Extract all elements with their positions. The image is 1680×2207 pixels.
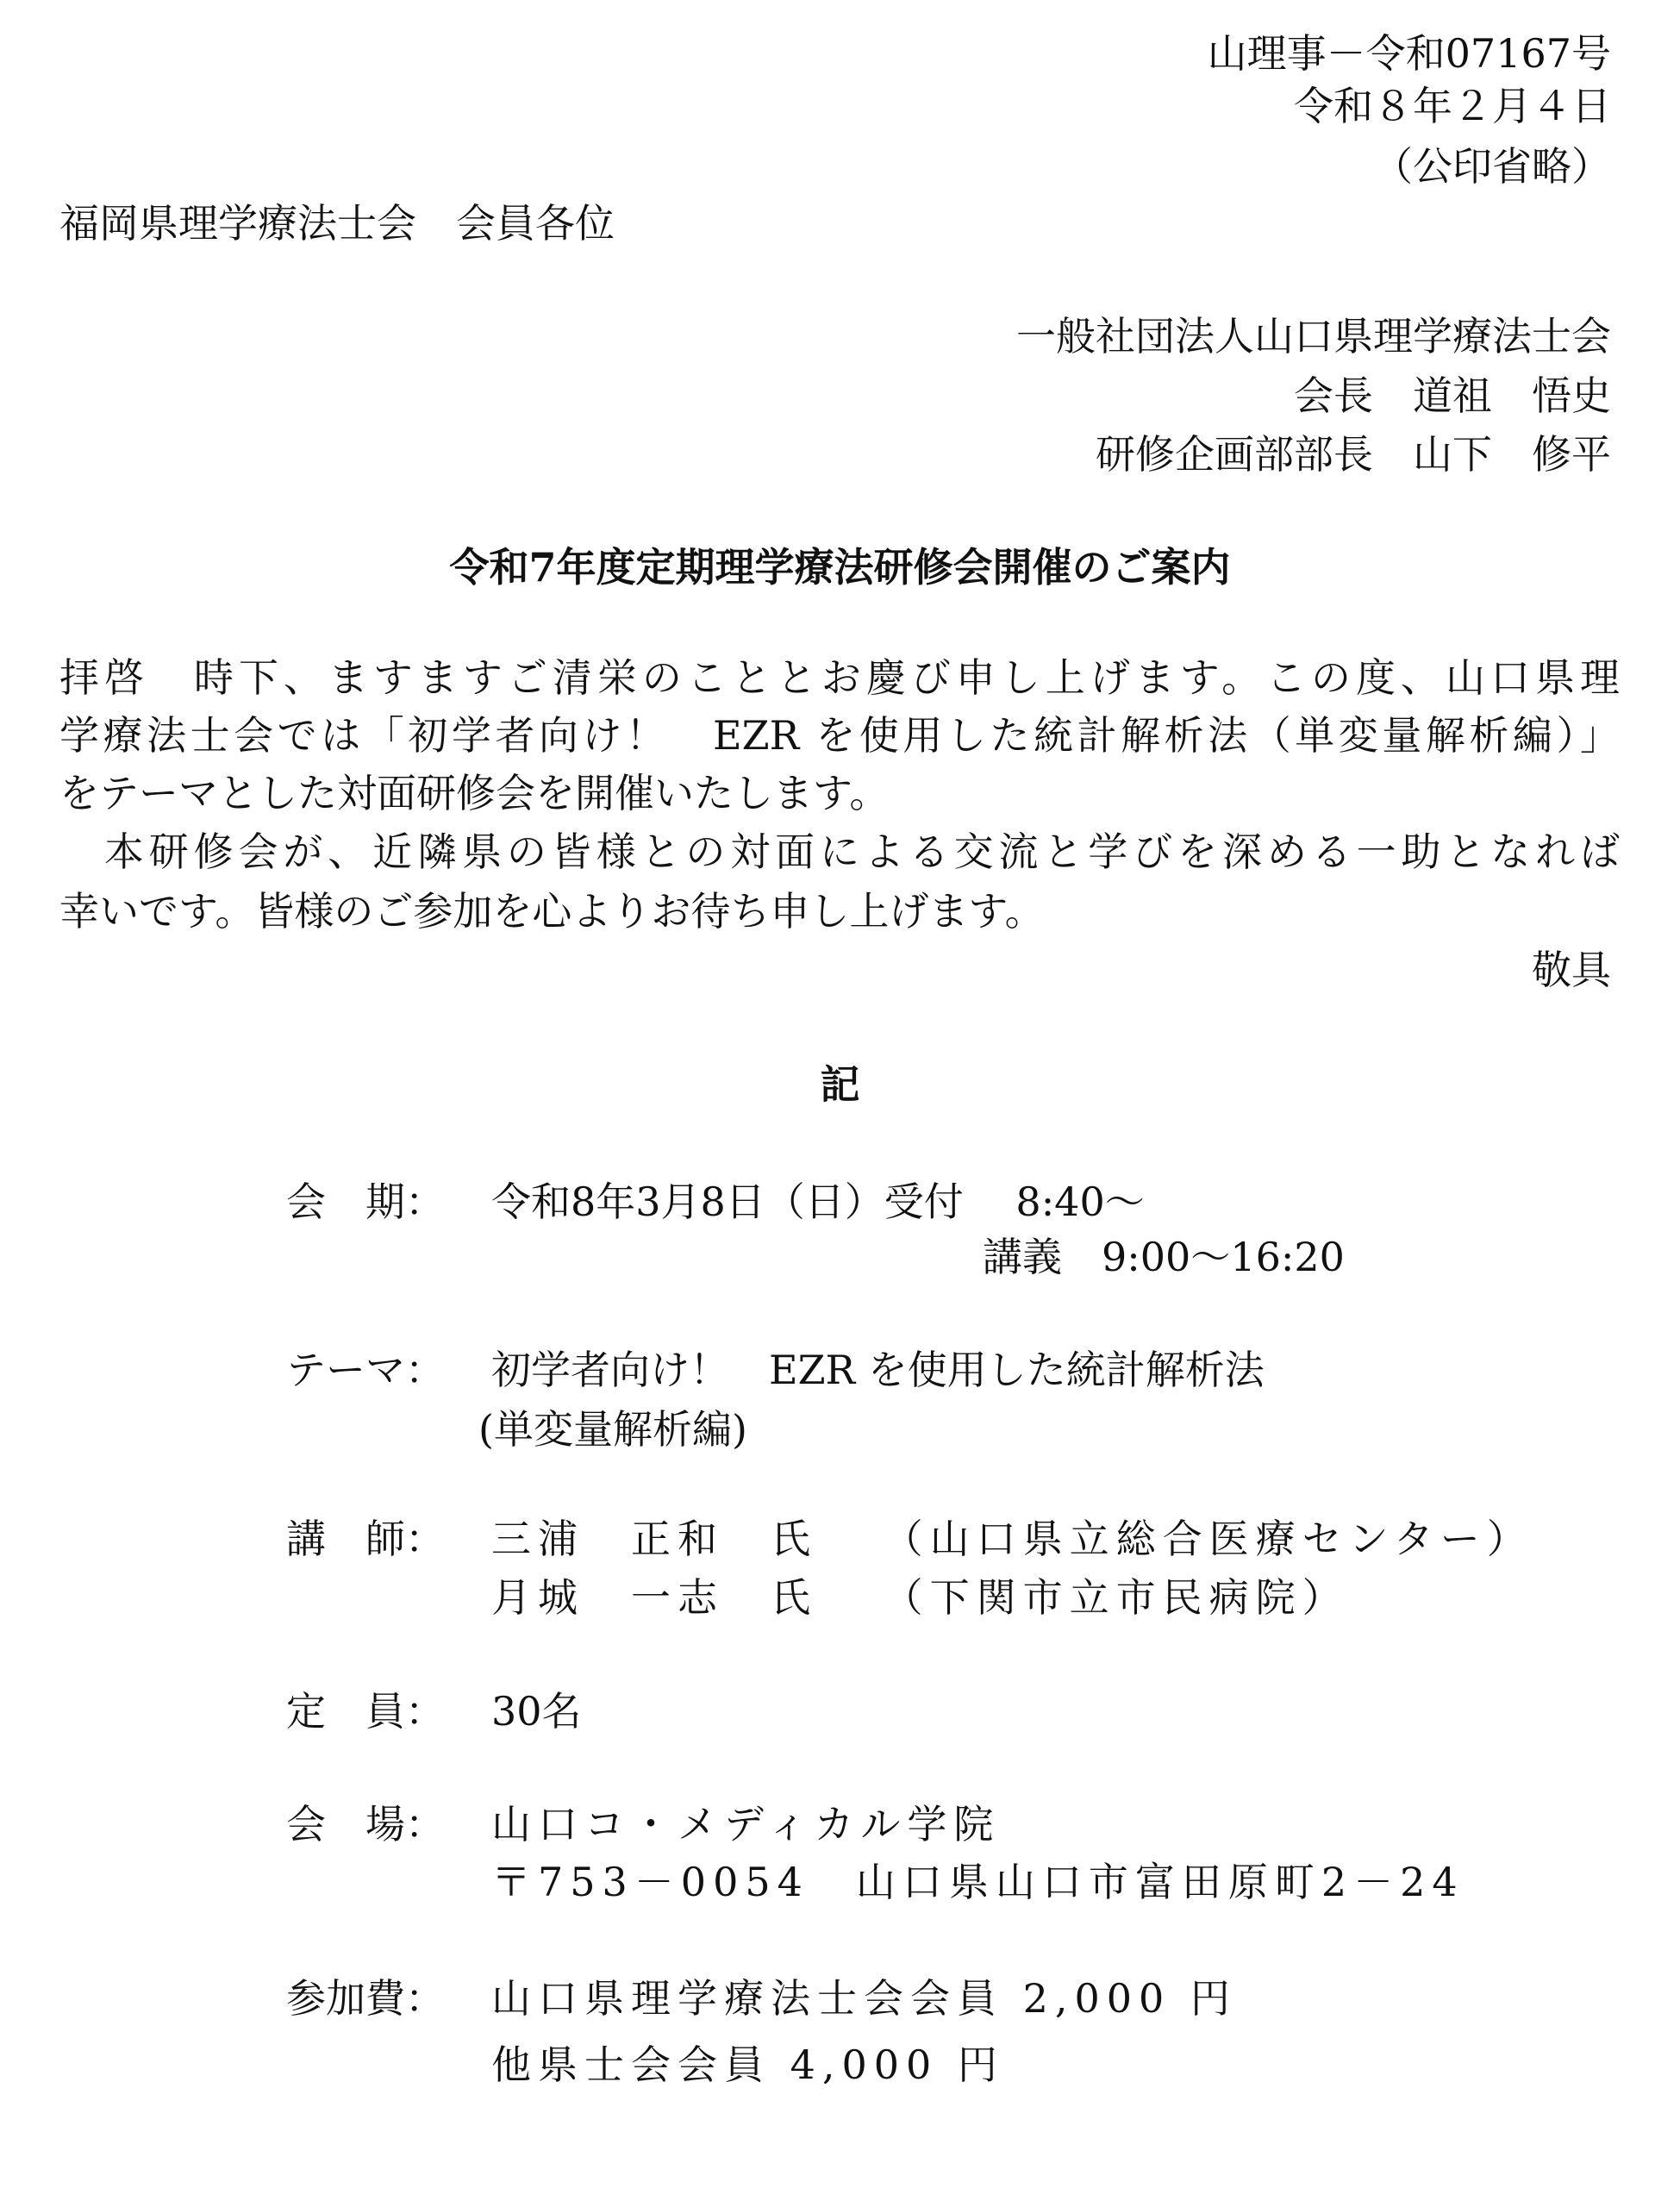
body-line: 本研修会が、近隣県の皆様との対面による交流と学びを深める一助となれば [59, 828, 1620, 875]
body-line: 学療法士会では「初学者向け！ EZR を使用した統計解析法（単変量解析編）」 [59, 712, 1620, 759]
document-date: 令和８年２月４日 [1294, 83, 1611, 129]
ki-heading: 記 [820, 1061, 860, 1108]
lecturer-1: 三浦 正和 氏 （山口県立総合医療センター） [491, 1516, 1533, 1562]
lecturers-label: 講 師： [286, 1516, 445, 1562]
fee-label: 参加費： [286, 1975, 445, 2022]
recipient: 福岡県理学療法士会 会員各位 [59, 200, 615, 247]
sender-dept-head: 研修企画部部長 山下 修平 [1096, 431, 1611, 478]
theme-value: 初学者向け！ EZR を使用した統計解析法 [491, 1347, 1265, 1393]
venue-label: 会 場： [286, 1801, 445, 1848]
fee-other: 他県士会会員 4,000 円 [491, 2041, 1004, 2088]
capacity-value: 30名 [491, 1688, 582, 1735]
lecture-time: 講義 9:00～16:20 [983, 1234, 1345, 1280]
sender-org: 一般社団法人山口県理学療法士会 [1016, 313, 1611, 359]
document-title: 令和7年度定期理学療法研修会開催のご案内 [449, 544, 1231, 591]
body-line: 幸いです。皆様のご参加を心よりお待ち申し上げます。 [59, 888, 1045, 935]
theme-label: テーマ： [286, 1347, 445, 1393]
date-value: 令和8年3月8日（日）受付 8:40～ [491, 1179, 1145, 1225]
theme-subtitle: (単変量解析編) [478, 1406, 747, 1453]
venue-address: 〒753－0054 山口県山口市富田原町2－24 [491, 1859, 1465, 1905]
lecturer-2: 月城 一志 氏 （下関市立市民病院） [491, 1574, 1349, 1621]
sender-president: 会長 道祖 悟史 [1294, 372, 1611, 419]
body-line: をテーマとした対面研修会を開催いたします。 [59, 770, 890, 816]
body-line: 拝啓 時下、ますますご清栄のこととお慶び申し上げます。この度、山口県理 [59, 654, 1620, 701]
closing: 敬具 [1532, 947, 1611, 993]
seal-note: （公印省略） [1373, 143, 1611, 190]
document-number: 山理事－令和07167号 [1207, 30, 1611, 77]
date-label: 会 期： [286, 1179, 445, 1225]
venue-name: 山口コ・メディカル学院 [491, 1801, 1001, 1848]
capacity-label: 定 員： [286, 1688, 445, 1735]
fee-member: 山口県理学療法士会会員 2,000 円 [491, 1975, 1237, 2022]
